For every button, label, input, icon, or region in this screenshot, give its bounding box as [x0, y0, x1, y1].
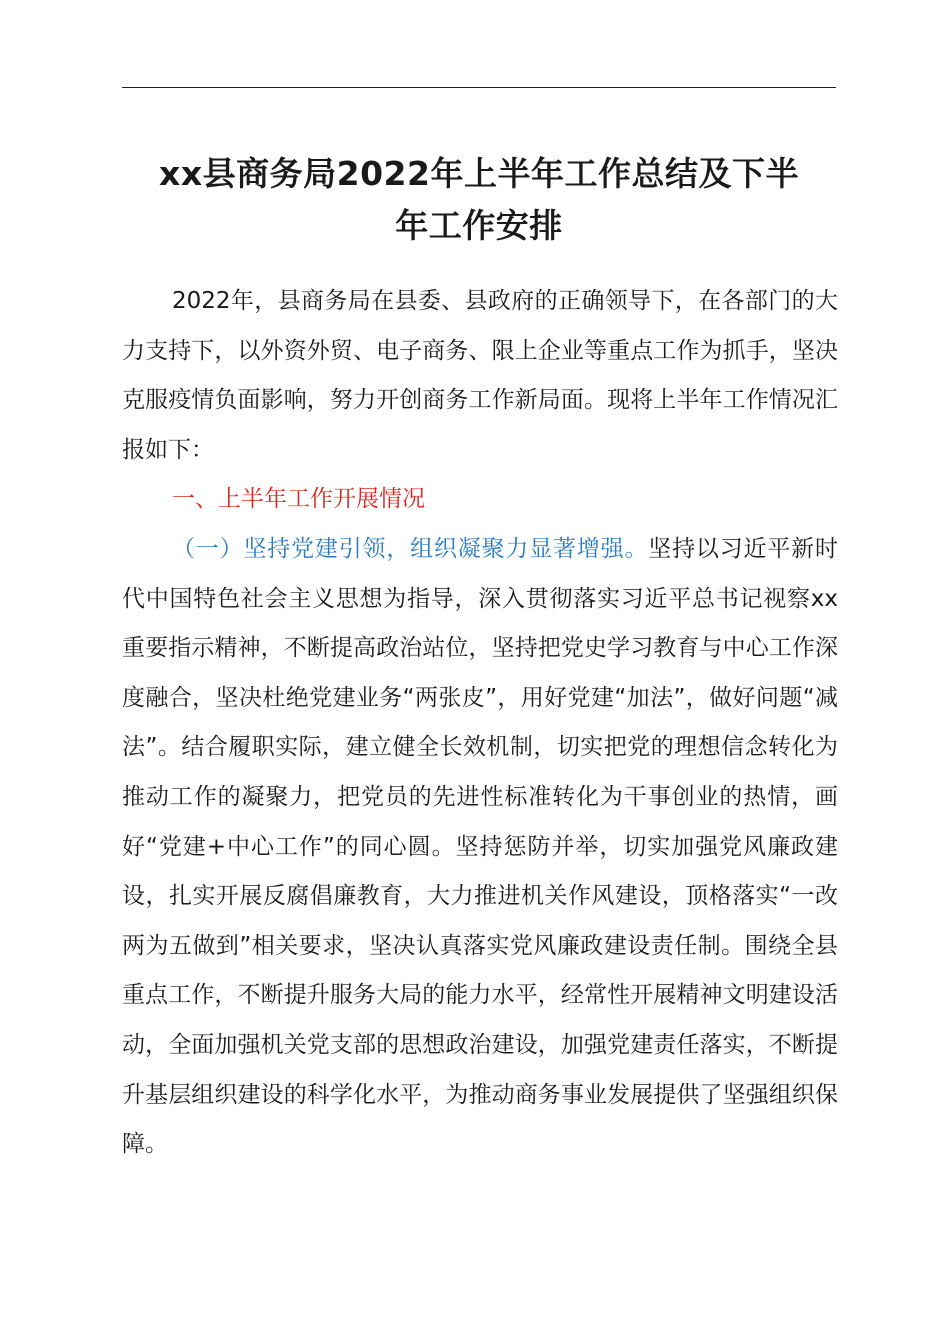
- intro-paragraph: 2022年，县商务局在县委、县政府的正确领导下，在各部门的大力支持下，以外资外贸、电子商务、限上企业等重点工作为抓手，坚决克服疫情负面影响，努力开创商务工作新局面。现将上半年工作情况汇报如下：: [122, 288, 838, 463]
- section-heading: 一、上半年工作开展情况: [172, 486, 425, 513]
- document-body: [122, 277, 838, 1170]
- document-title: [122, 148, 836, 252]
- subsection-heading: （一）坚持党建引领，组织凝聚力显著增强。: [172, 535, 649, 562]
- subsection-body: 坚持以习近平新时代中国特色社会主义思想为指导，深入贯彻落实习近平总书记视察xx重要指示精神，不断提高政治站位，坚持把党史学习教育与中心工作深度融合，坚决杜绝党建业务“两张皮”，用好党建“加法”，做好问题“减法”。结合履职实际，建立健全长效机制，切实把党的理想信念转化为推动工作的凝聚力，把党员的先进性标准转化为干事创业的热情，画好“党建+中心工作”的同心圆。坚持惩防并举，切实加强党风廉政建设，扎实开展反腐倡廉教育，大力推进机关作风建设，顶格落实“一改两为五做到”相关要求，坚决认真落实党风廉政建设责任制。围绕全县重点工作，不断提升服务大局的能力水平，经常性开展精神文明建设活动，全面加强机关党支部的思想政治建设，加强党建责任落实，不断提升基层组织建设的科学化水平，为推动商务事业发展提供了坚强组织保障。: [122, 535, 839, 1158]
- title-line-1: xx县商务局2022年上半年工作总结及下半: [159, 154, 799, 193]
- subsection-paragraph: [122, 525, 838, 1170]
- header-rule: [122, 87, 836, 88]
- title-line-2: 年工作安排: [395, 206, 563, 245]
